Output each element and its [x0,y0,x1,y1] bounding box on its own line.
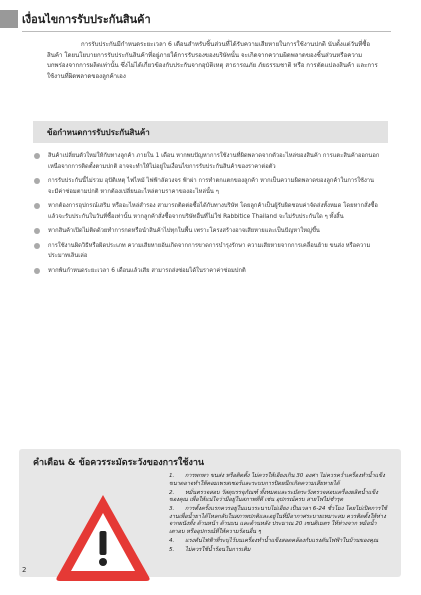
conditions-list [33,151,381,280]
header-accent-bar [0,10,18,28]
condition-text: สินค้าเปลี่ยนตัวใหม่ให้กับทางลูกค้า ภายใน 1 เดือน หากพบปัญหาการใช้งานที่ผิดพลาดจากตัวอะไหล่ของสินค้า การแตะสินค้าออกนอกเหนือจากการติดตั้งตามปกติ อาจจะทำให้ไม่อยู่ในเงื่อนไขการรับประกันสินค้าของราคาต่อตัว [48,153,380,170]
page-number: 2 [22,566,27,574]
bullet-icon [34,153,40,159]
bullet-icon [34,228,40,234]
warning-text: แรงดันไฟฟ้าที่ระบุไว้บนเครื่องทำน้ำแข็งสอดคล้องกับแรงดันไฟฟ้าในบ้านของคุณ [185,537,379,544]
warning-list [169,473,387,556]
page-title: เงื่อนไขการรับประกันสินค้า [22,13,151,26]
list-item [33,201,381,222]
warning-number: 2. [169,489,175,496]
list-item [169,506,387,536]
warning-text: ไม่ควรใช้น้ำร้อนในการเติม [185,546,251,553]
warning-text: การพกพา ขนส่ง หรือติดตั้ง ไม่ควรให้เอียงเกิน 30 องศา ไม่ควรคว่ำเครื่องทำน้ำแข็งขนาดอาจทำให้คอมเพรสเซอร์และระบบการปิดผนึกเกิดความเสียหายได้ [169,473,385,487]
intro-paragraph [47,40,383,82]
warning-number: 1. [169,473,175,479]
warning-number: 5. [169,546,175,553]
list-item [33,176,381,197]
list-item [169,547,387,555]
list-item [169,473,387,488]
warning-text: หมั่นตรวจสอบ วัสดุบรรจุภัณฑ์ ทั้งหมดและระมัดระวังตรวจสอบเครื่องผลิตน้ำแข็งของคุณ เพื่อให้แน่ใจว่ามีอยู่ในสภาพที่ดี เช่น อุปกรณ์ครบ สายไฟไม่ชำรุด [169,489,378,503]
condition-text: หากพ้นกำหนดระยะเวลา 6 เดือนแล้วเสีย สามารถส่งซ่อมได้ในราคาค่าซ่อมปกติ [48,267,246,274]
list-item [169,490,387,505]
warning-text: การตั้งครั้งแรกควรอยู่ในแนวระนาบไม่เอียง เป็นเวลา 6-24 ชั่วโมง โดยไม่เปิดการใช้งานเพื่อน้ำยาได้ไหลกลับในสภาพปกติและอยู่ในที่มีอากาศระบายเหมาะสม ควรติดตั้งให้ห่างจากผนังทั้ง ด้านหน้า ด้านบน และด้านหลัง ประมาณ 20 เซนติเมตร ให้ห่างจาก หม้อน้ำ เตาอบ หรืออุปกรณ์ที่ให้ความร้อนอื่น ๆ [169,506,387,535]
list-item [33,266,381,277]
condition-text: การใช้งานผิดวิธีหรือผิดประเภท ความเสียหายอันเกิดจากการขาดการบำรุงรักษา ความเสียหายจากการเคลื่อนย้าย ขนส่ง หรือความประมาทเลินเล่อ [48,242,371,259]
list-item [33,151,381,172]
bullet-icon [34,268,40,274]
list-item [33,226,381,237]
condition-text: หากต้องการอุปกรณ์เสริม หรืออะไหล่สำรอง สามารถติดต่อซื้อได้กับทางบริษัท โดยลูกค้าเป็นผู้รับผิดชอบค่าจัดส่งทั้งหมด โดยหากสั่งซื้อแล้วจะรับประกันในวันที่ซื้อเท่านั้น หากลูกค้าสั่งซื้อจากบริษัทอื่นที่ไม่ใช่ Rabbitice Thailand จะไม่รับประกันใด ๆ ทั้งสิ้น [48,203,378,220]
warning-number: 4. [169,537,175,544]
section-header [0,10,421,28]
conditions-heading-text: ข้อกำหนดการรับประกันสินค้า [47,127,150,137]
conditions-heading [33,121,388,143]
condition-text: การรับประกันนี้ไม่รวม อุปัติเหตุ ไฟไหม้ ไฟฟ้าลัดวงจร ฟ้าผ่า การทำตกแตกของลูกค้า หากเป็นความผิดพลาดของลูกค้าในการใช้งาน จะมีค่าซ่อมตามปกติ หากต้องเปลี่ยนอะไหล่ตามราคาของอะไหล่นั้น ๆ [48,178,375,195]
condition-text: หากสินค้าเปิดไม่ติดด้วยทำการกดหรือนำสินค้าไปทุกในพื้น เพราะโครงสร้างอาจเสียหายและเป็นปัญหาใหญ่ขึ้น [48,228,320,234]
list-item [33,241,381,262]
header-divider [22,31,391,32]
bullet-icon [34,243,40,249]
warning-box [19,449,401,577]
warning-title: คำเตือน & ข้อควรระมัดระวังของการใช้งาน [33,458,205,468]
intro-text: การรับประกันมีกำหนดระยะเวลา 6 เดือนสำหรับชิ้นส่วนที่ได้รับความเสียหายในการใช้งานปกติ นับตั้งแต่วันที่ซื้อสินค้า โดยนโยบายการรับประกันสินค้าที่อยู่ภายใต้การรับรองของบริษัทนั้น จะเกิดจากความผิดพลาดของชิ้นส่วนหรือความบกพร่องจากการผลิตเท่านั้น ซึ่งไม่ได้เกี่ยวข้องกับประกันจากอุบัติเหตุ สาธารณภัย ภัยธรรมชาติ หรือ การดัดแปลงสินค้า และการใช้งานที่ผิดพลาดของลูกค้าเอง [47,41,378,80]
list-item [169,538,387,546]
bullet-icon [34,178,40,184]
warning-triangle-icon [53,491,153,583]
warning-number: 3. [169,506,175,512]
bullet-icon [34,203,40,209]
